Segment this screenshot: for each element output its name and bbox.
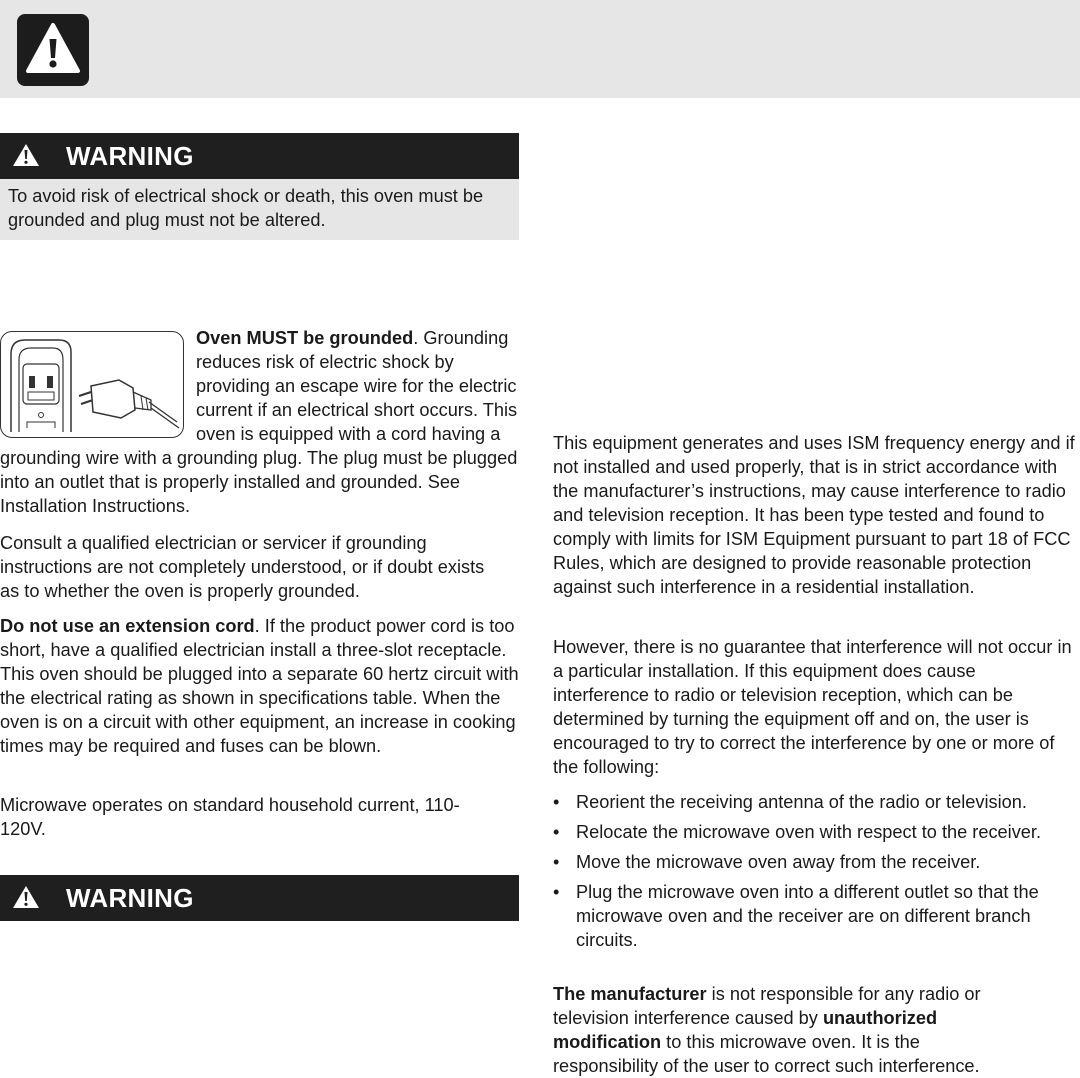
grounding-text: Grounding reduces risk of electric shock by providing an escape wire for the electric current if an electrical short occurs. This oven is equipped with a cord having a grounding wire with a grounding plug. The plug must be plugged into an outlet that is properly installed and grounded. See Installation Instructions.	[0, 328, 518, 516]
warning-icon	[12, 143, 40, 167]
header-band	[0, 0, 1080, 98]
extension-paragraph	[0, 614, 519, 758]
fcc-bullet-list	[553, 790, 1078, 958]
current-paragraph: Microwave operates on standard household current, 110-120V.	[0, 795, 460, 839]
list-item: • Relocate the microwave oven with respect to the receiver.	[553, 822, 1042, 842]
consult-paragraph: Consult a qualified electrician or servicer if grounding instructions are not completely understood, or if doubt exists as to whether the oven is properly grounded.	[0, 533, 485, 601]
warning-banner-bottom	[0, 875, 519, 921]
warning-title: WARNING	[66, 141, 194, 171]
warning-text: To avoid risk of electrical shock or death, this oven must be grounded and plug must not be altered.	[0, 179, 519, 240]
extension-lead: Do not use an extension cord	[0, 616, 255, 636]
list-item: • Move the microwave oven away from the receiver.	[553, 852, 981, 872]
fcc-paragraph-1: This equipment generates and uses ISM frequency energy and if not installed and used properly, that is in strict accordance with the manufacturer’s instructions, may cause interference to radio and television reception. It has been type tested and found to comply with limits for ISM Equipment pursuant to part 18 of FCC Rules, which are designed to provide reasonable protection against such interference in a residential installation.	[553, 433, 1075, 597]
grounding-lead: Oven MUST be grounded	[196, 328, 414, 348]
extension-text: . If the product power cord is too short, have a qualified electrician install a three-slot receptacle. This oven should be plugged into a separate 60 hertz circuit with the electrical rating as shown in specifications table. When the oven is on a circuit with other equipment, an increase in cooking times may be required and fuses can be blown.	[0, 616, 519, 756]
grounding-paragraph	[0, 326, 520, 518]
list-item: • Reorient the receiving antenna of the radio or television.	[553, 792, 1027, 812]
warning-banner	[0, 133, 519, 179]
warning-title-bottom: WARNING	[66, 883, 194, 913]
fcc-paragraph-2: However, there is no guarantee that interference will not occur in a particular installation. If this equipment does cause interference to radio or television reception, which can be determined by turning the equipment off and on, the user is encouraged to try to correct the interference by one or more of the following:	[553, 637, 1072, 777]
manufacturer-paragraph: The manufacturer is not responsible for any radio or television interference caused by unauthorized modification to this microwave oven. It is the responsibility of the user to correct such interference.	[553, 984, 981, 1076]
list-item: • Plug the microwave oven into a different outlet so that the microwave oven and the receiver are on different branch circuits.	[553, 882, 1039, 950]
grounding-lead-end: .	[413, 328, 419, 348]
warning-icon	[12, 885, 40, 909]
warning-triangle-icon	[17, 14, 89, 86]
